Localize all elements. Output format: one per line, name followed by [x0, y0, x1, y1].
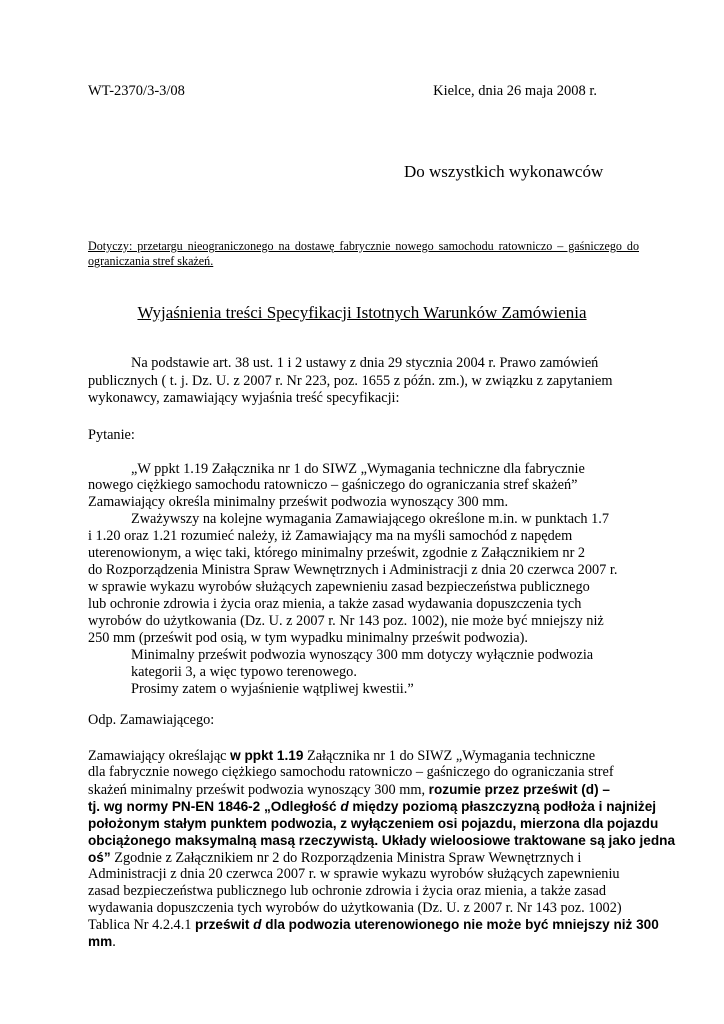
- answer-line: zasad bezpieczeństwa publicznego lub ochronie zdrowia i życia oraz mienia, a także zasad: [88, 883, 607, 899]
- answer-emphasis: mm: [88, 934, 113, 949]
- answer-emphasis: tj. wg normy PN-EN 1846-2 „Odległość: [88, 799, 341, 814]
- answer-text: Zgodnie z Załącznikiem nr 2 do Rozporządzenia Ministra Spraw Wewnętrznych i: [110, 850, 582, 866]
- answer-emphasis: d: [340, 799, 349, 814]
- answer-line: dla fabrycznie nowego ciężkiego samochodu ratowniczo – gaśniczego do ograniczania stref: [88, 764, 614, 780]
- answer-line: [88, 916, 659, 934]
- answer-line: [88, 747, 595, 765]
- answer-line: [88, 933, 116, 951]
- question-line: Minimalny prześwit podwozia wynoszący 300 mm dotyczy wyłącznie podwozia: [131, 647, 594, 663]
- answer-text: Załącznika nr 1 do SIWZ „Wymagania techniczne: [303, 748, 596, 764]
- answer-line: [88, 849, 581, 867]
- answer-line: Administracji z dnia 20 czerwca 2007 r. w sprawie wykazu wyrobów służących zapewnieniu: [88, 866, 620, 882]
- document-title: Wyjaśnienia treści Specyfikacji Istotnych Warunków Zamówienia: [137, 303, 587, 322]
- question-line: do Rozporządzenia Ministra Spraw Wewnętrznych i Administracji z dnia 20 czerwca 2007 r.: [88, 562, 618, 578]
- answer-text: Zamawiający określając: [88, 748, 231, 764]
- subject-line: Dotyczy: przetargu nieograniczonego na dostawę fabrycznie nowego samochodu ratowniczo – gaśniczego do ograniczania stref skażeń.: [88, 239, 639, 268]
- answer-line: wydawania dopuszczenia tych wyrobów do użytkowania (Dz. U. z 2007 r. Nr 143 poz. 1002): [88, 900, 622, 916]
- reference-number: WT-2370/3-3/08: [88, 83, 185, 99]
- question-line: Zważywszy na kolejne wymagania Zamawiającego określone m.in. w punktach 1.7: [131, 511, 609, 527]
- question-line: uterenowionym, a więc taki, którego minimalny prześwit, zgodnie z Załącznikiem nr 2: [88, 545, 586, 561]
- answer-emphasis: między poziomą płaszczyzną podłoża i najniżej: [348, 799, 657, 814]
- answer-emphasis: dla podwozia uterenowionego nie może być mniejszy niż 300: [261, 917, 659, 932]
- answer-emphasis: w ppkt 1.19: [230, 748, 304, 763]
- answer-emphasis: rozumie przez prześwit (d) –: [428, 782, 610, 797]
- question-line: lub ochronie zdrowia i życia oraz mienia, a także zasad wydawania dopuszczenia tych: [88, 596, 582, 612]
- intro-line-3: wykonawcy, zamawiający wyjaśnia treść specyfikacji:: [88, 390, 400, 406]
- question-line: Prosimy zatem o wyjaśnienie wątpliwej kwestii.”: [131, 681, 414, 697]
- answer-line: obciążonego maksymalną masą rzeczywistą. Układy wieloosiowe traktowane są jako jedna: [88, 833, 676, 848]
- recipient-heading: Do wszystkich wykonawców: [404, 162, 604, 181]
- answer-emphasis: prześwit: [195, 917, 254, 932]
- answer-line: [88, 781, 610, 799]
- answer-text: Tablica Nr 4.2.4.1: [88, 917, 195, 933]
- answer-line: [88, 798, 656, 815]
- intro-line-1: Na podstawie art. 38 ust. 1 i 2 ustawy z dnia 29 stycznia 2004 r. Prawo zamówień: [131, 355, 599, 371]
- answer-line: położonym stałym punktem podwozia, z wyłączeniem osi pojazdu, mierzona dla pojazdu: [88, 816, 659, 831]
- question-line: wyrobów do użytkowania (Dz. U. z 2007 r. Nr 143 poz. 1002), nie może być mniejszy niż: [88, 613, 604, 629]
- question-line: i 1.20 oraz 1.21 rozumieć należy, iż Zamawiający ma na myśli samochód z napędem: [88, 528, 573, 544]
- intro-line-2: publicznych ( t. j. Dz. U. z 2007 r. Nr 223, poz. 1655 z późn. zm.), w związku z zapytaniem: [88, 373, 613, 389]
- question-line: 250 mm (prześwit pod osią, w tym wypadku minimalny prześwit podwozia).: [88, 630, 528, 646]
- answer-label: Odp. Zamawiającego:: [88, 712, 215, 728]
- question-line: „W ppkt 1.19 Załącznika nr 1 do SIWZ „Wymagania techniczne dla fabrycznie: [131, 461, 585, 477]
- question-label: Pytanie:: [88, 427, 135, 443]
- question-line: Zamawiający określa minimalny prześwit podwozia wynoszący 300 mm.: [88, 494, 509, 510]
- answer-emphasis: d: [253, 917, 262, 932]
- answer-text: skażeń minimalny prześwit podwozia wynoszący 300 mm,: [88, 782, 429, 798]
- place-date: Kielce, dnia 26 maja 2008 r.: [433, 83, 597, 99]
- question-line: nowego ciężkiego samochodu ratowniczo – gaśniczego do ograniczania stref skażeń”: [88, 477, 578, 493]
- answer-emphasis: oś”: [88, 850, 111, 865]
- question-line: kategorii 3, a więc typowo terenowego.: [131, 664, 357, 680]
- answer-text: .: [112, 934, 116, 950]
- question-line: w sprawie wykazu wyrobów służących zapewnieniu zasad bezpieczeństwa publicznego: [88, 579, 590, 595]
